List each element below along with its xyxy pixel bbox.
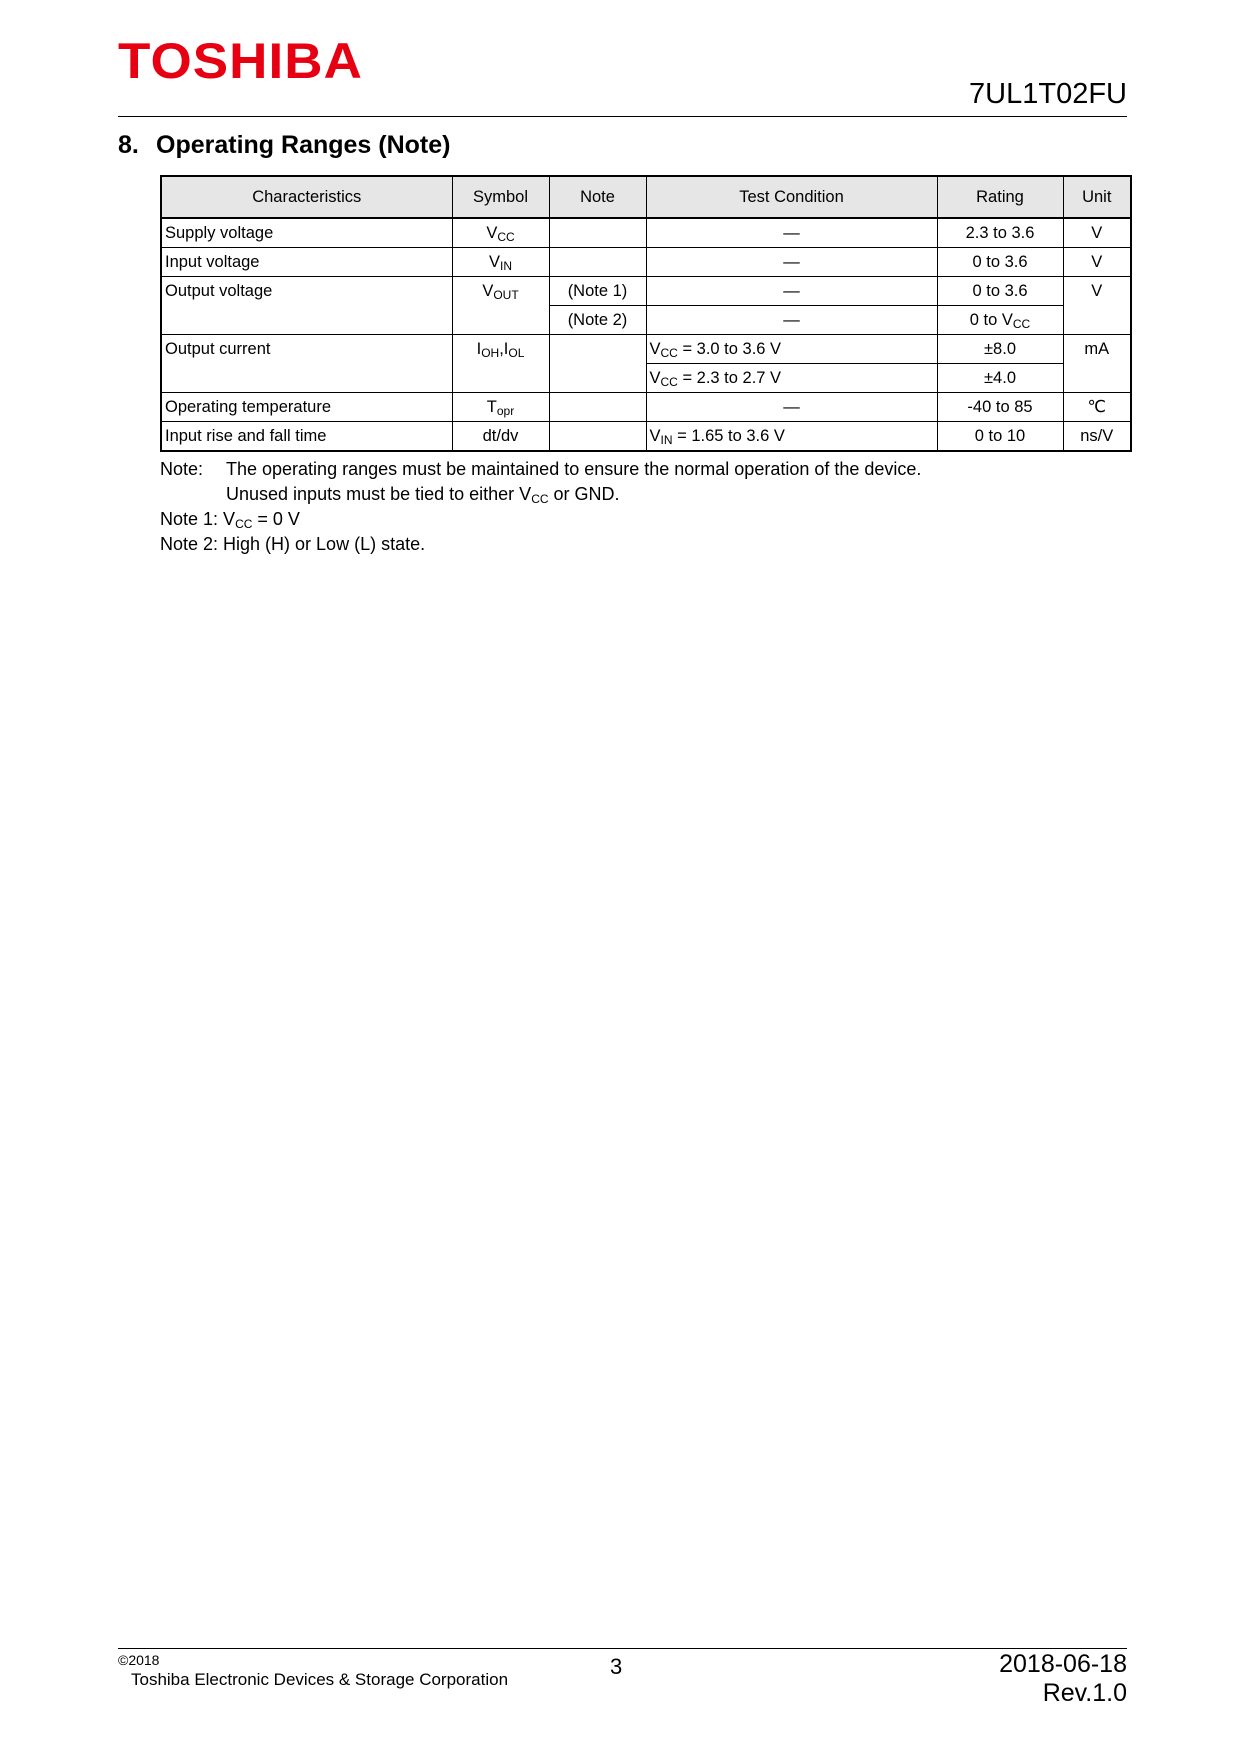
header-rating: Rating — [937, 176, 1063, 218]
note-2: Note 2: High (H) or Low (L) state. — [160, 534, 426, 554]
notes-block — [160, 457, 921, 557]
table-row — [161, 335, 1131, 364]
section-number: 8. — [118, 131, 139, 159]
header-divider — [118, 116, 1127, 117]
header-symbol: Symbol — [452, 176, 549, 218]
table-row — [161, 277, 1131, 306]
header-unit: Unit — [1063, 176, 1131, 218]
company-name: Toshiba Electronic Devices & Storage Corporation — [131, 1670, 509, 1689]
note-cell — [549, 422, 646, 452]
test-condition-cell: $V_{CC} = 2.3$ to 2.7 V — [646, 364, 937, 393]
test-condition-cell: — — [646, 218, 937, 248]
rating-cell: 0 to 10 — [937, 422, 1063, 452]
copyright-year: ©2018 — [118, 1652, 160, 1668]
toshiba-logo: TOSHIBA — [118, 33, 363, 89]
test-condition-cell: — — [646, 248, 937, 277]
symbol-cell: $V_{CC}$ — [452, 218, 549, 248]
table-row — [161, 422, 1131, 452]
rating-cell: ±8.0 — [937, 335, 1063, 364]
test-condition-cell: — — [646, 306, 937, 335]
document-date: 2018-06-18 — [999, 1650, 1127, 1678]
header-characteristics: Characteristics — [161, 176, 452, 218]
characteristic-cell: Operating temperature — [161, 393, 452, 422]
rating-cell: 0 to 3.6 — [937, 277, 1063, 306]
unit-cell: V — [1063, 218, 1131, 248]
rating-cell: ±4.0 — [937, 364, 1063, 393]
note-main — [160, 457, 921, 482]
note-line-1: The operating ranges must be maintained to ensure the normal operation of the device. — [226, 459, 922, 479]
document-revision: Rev.1.0 — [1042, 1679, 1127, 1707]
unit-cell: V — [1063, 277, 1131, 335]
test-condition-cell: — — [646, 393, 937, 422]
characteristic-cell: Output current — [161, 335, 452, 393]
symbol-cell: $T_{opr}$ — [452, 393, 549, 422]
part-number: 7UL1T02FU — [969, 78, 1127, 110]
note-cell — [549, 393, 646, 422]
note-cell — [549, 335, 646, 393]
characteristic-cell: Output voltage — [161, 277, 452, 335]
symbol-cell: $V_{IN}$ — [452, 248, 549, 277]
note-line-2: Unused inputs must be tied to either $V_{CC}$ or GND. — [226, 484, 620, 506]
test-condition-cell: $V_{CC} = 3.0$ to 3.6 V — [646, 335, 937, 364]
test-condition-cell: — — [646, 277, 937, 306]
section-title — [118, 130, 450, 160]
symbol-cell: $I_{OH},I_{OL}$ — [452, 335, 549, 393]
table-row — [161, 218, 1131, 248]
unit-cell: mA — [1063, 335, 1131, 393]
test-condition-cell: $V_{IN} = 1.65$ to 3.6 V — [646, 422, 937, 452]
note-1: Note 1: $V_{CC} = 0$ V — [160, 509, 300, 531]
footer-divider — [118, 1648, 1127, 1649]
rating-cell: 2.3 to 3.6 — [937, 218, 1063, 248]
unit-cell: V — [1063, 248, 1131, 277]
header-test-condition: Test Condition — [646, 176, 937, 218]
note-cell: (Note 1) — [549, 277, 646, 306]
symbol-cell: $V_{OUT}$ — [452, 277, 549, 335]
rating-cell: -40 to 85 — [937, 393, 1063, 422]
section-title-text: Operating Ranges (Note) — [156, 131, 451, 159]
rating-cell: 0 to 3.6 — [937, 248, 1063, 277]
table-row — [161, 248, 1131, 277]
page-number: 3 — [610, 1654, 623, 1679]
characteristic-cell: Supply voltage — [161, 218, 452, 248]
note-cell — [549, 218, 646, 248]
operating-ranges-table — [160, 175, 1132, 452]
header-note: Note — [549, 176, 646, 218]
note-cell: (Note 2) — [549, 306, 646, 335]
symbol-cell: dt/dv — [452, 422, 549, 452]
note-cell — [549, 248, 646, 277]
note-label: Note: — [160, 459, 204, 479]
table-row — [161, 393, 1131, 422]
characteristic-cell: Input voltage — [161, 248, 452, 277]
rating-cell: 0 to $V_{CC}$ — [937, 306, 1063, 335]
unit-cell: ns/V — [1063, 422, 1131, 452]
table-header-row — [161, 176, 1131, 218]
unit-cell: ℃ — [1063, 393, 1131, 422]
characteristic-cell: Input rise and fall time — [161, 422, 452, 452]
